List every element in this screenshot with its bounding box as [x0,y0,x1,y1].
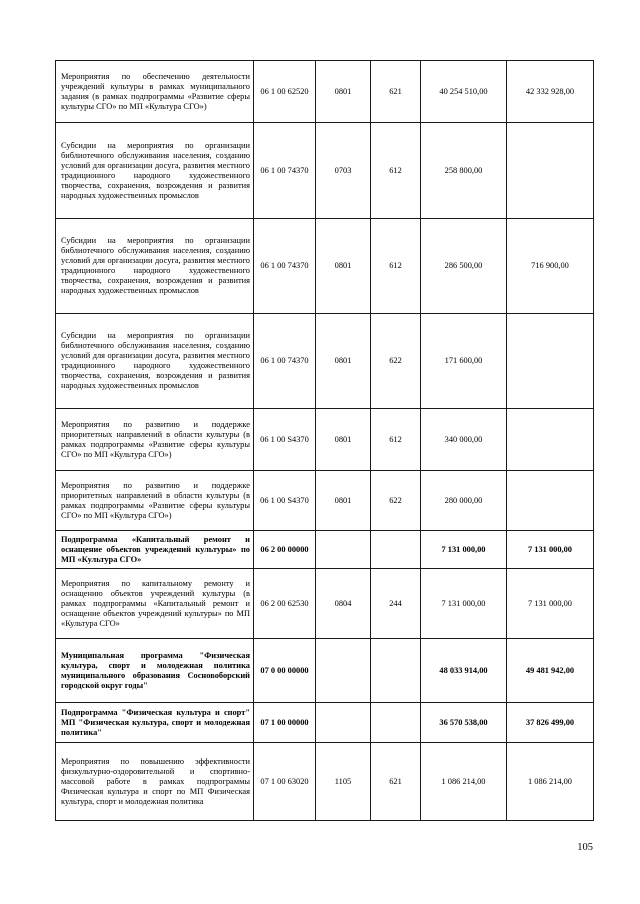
table-row [56,569,594,639]
expense-type-cell: 244 [371,569,421,639]
expense-type-cell: 612 [371,219,421,314]
table-row [56,314,594,409]
target-code-cell: 06 1 00 74370 [254,314,316,409]
expense-type-cell: 621 [371,61,421,123]
amount-year-1-cell: 258 800,00 [421,123,507,219]
section-code-cell: 0801 [316,61,371,123]
section-code-cell: 1105 [316,743,371,821]
amount-year-2-cell [507,123,594,219]
amount-year-1-cell: 286 500,00 [421,219,507,314]
table-row [56,409,594,471]
amount-year-2-cell: 37 826 499,00 [507,703,594,743]
amount-year-2-cell: 49 481 942,00 [507,639,594,703]
table-row [56,471,594,531]
table-row [56,123,594,219]
amount-year-2-cell [507,314,594,409]
description-cell: Подпрограмма «Капитальный ремонт и оснащение объектов учреждений культуры» по МП «Культура СГО» [56,531,254,569]
expense-type-cell: 612 [371,409,421,471]
budget-table [55,60,594,821]
target-code-cell: 06 2 00 00000 [254,531,316,569]
description-cell: Мероприятия по развитию и поддержке приоритетных направлений в области культуры (в рамках подпрограммы «Развитие сферы культуры СГО» по МП «Культура СГО») [56,471,254,531]
description-cell: Субсидии на мероприятия по организации библиотечного обслуживания населения, созданию условий для организации досуга, развития местного традиционного народного художественного творчества, сохранения, возрождения и развития народных художественных промыслов [56,123,254,219]
expense-type-cell: 621 [371,743,421,821]
section-code-cell [316,703,371,743]
target-code-cell: 06 1 00 S4370 [254,409,316,471]
section-code-cell: 0703 [316,123,371,219]
target-code-cell: 06 2 00 62530 [254,569,316,639]
amount-year-2-cell: 1 086 214,00 [507,743,594,821]
amount-year-1-cell: 40 254 510,00 [421,61,507,123]
section-code-cell: 0801 [316,409,371,471]
amount-year-2-cell [507,409,594,471]
table-row [56,219,594,314]
description-cell: Субсидии на мероприятия по организации библиотечного обслуживания населения, созданию условий для организации досуга, развития местного традиционного народного художественного творчества, сохранения, возрождения и развития народных художественных промыслов [56,219,254,314]
amount-year-1-cell: 36 570 538,00 [421,703,507,743]
amount-year-2-cell: 716 900,00 [507,219,594,314]
amount-year-1-cell: 280 000,00 [421,471,507,531]
expense-type-cell: 622 [371,471,421,531]
target-code-cell: 06 1 00 74370 [254,219,316,314]
target-code-cell: 07 1 00 63020 [254,743,316,821]
expense-type-cell [371,639,421,703]
subprogram-row [56,531,594,569]
amount-year-2-cell: 7 131 000,00 [507,569,594,639]
amount-year-1-cell: 48 033 914,00 [421,639,507,703]
description-cell: Мероприятия по обеспечению деятельности учреждений культуры в рамках муниципального задания (в рамках подпрограммы «Развитие сферы культуры СГО» по МП «Культура СГО») [56,61,254,123]
amount-year-1-cell: 7 131 000,00 [421,569,507,639]
budget-table-body [56,61,594,821]
page-number: 105 [577,842,593,853]
description-cell: Мероприятия по развитию и поддержке приоритетных направлений в области культуры (в рамках подпрограммы «Развитие сферы культуры СГО» по МП «Культура СГО») [56,409,254,471]
section-code-cell [316,531,371,569]
description-cell: Мероприятия по повышению эффективности физкультурно-оздоровительной и спортивно-массовой работе в рамках подпрограммы Физическая культура и спорт по МП Физическая культура, спорт и молодежная политика [56,743,254,821]
target-code-cell: 07 0 00 00000 [254,639,316,703]
amount-year-1-cell: 340 000,00 [421,409,507,471]
section-code-cell: 0801 [316,471,371,531]
section-code-cell: 0804 [316,569,371,639]
description-cell: Мероприятия по капитальному ремонту и оснащению объектов учреждений культуры (в рамках подпрограммы «Капитальный ремонт и оснащение объектов учреждений культуры» по МП «Культура СГО» [56,569,254,639]
subprogram-row [56,703,594,743]
table-row [56,743,594,821]
expense-type-cell [371,703,421,743]
expense-type-cell: 612 [371,123,421,219]
expense-type-cell [371,531,421,569]
section-code-cell [316,639,371,703]
amount-year-2-cell: 42 332 928,00 [507,61,594,123]
section-code-cell: 0801 [316,219,371,314]
amount-year-2-cell: 7 131 000,00 [507,531,594,569]
section-code-cell: 0801 [316,314,371,409]
description-cell: Подпрограмма "Физическая культура и спорт" МП "Физическая культура, спорт и молодежная политика" [56,703,254,743]
description-cell: Муниципальная программа "Физическая культура, спорт и молодежная политика муниципального образования Сосновоборский городской округ годы" [56,639,254,703]
expense-type-cell: 622 [371,314,421,409]
amount-year-1-cell: 171 600,00 [421,314,507,409]
target-code-cell: 07 1 00 00000 [254,703,316,743]
target-code-cell: 06 1 00 74370 [254,123,316,219]
amount-year-1-cell: 7 131 000,00 [421,531,507,569]
table-row [56,61,594,123]
amount-year-2-cell [507,471,594,531]
target-code-cell: 06 1 00 62520 [254,61,316,123]
description-cell: Субсидии на мероприятия по организации библиотечного обслуживания населения, созданию условий для организации досуга, развития местного традиционного народного художественного творчества, сохранения, возрождения и развития народных художественных промыслов [56,314,254,409]
target-code-cell: 06 1 00 S4370 [254,471,316,531]
program-row [56,639,594,703]
amount-year-1-cell: 1 086 214,00 [421,743,507,821]
